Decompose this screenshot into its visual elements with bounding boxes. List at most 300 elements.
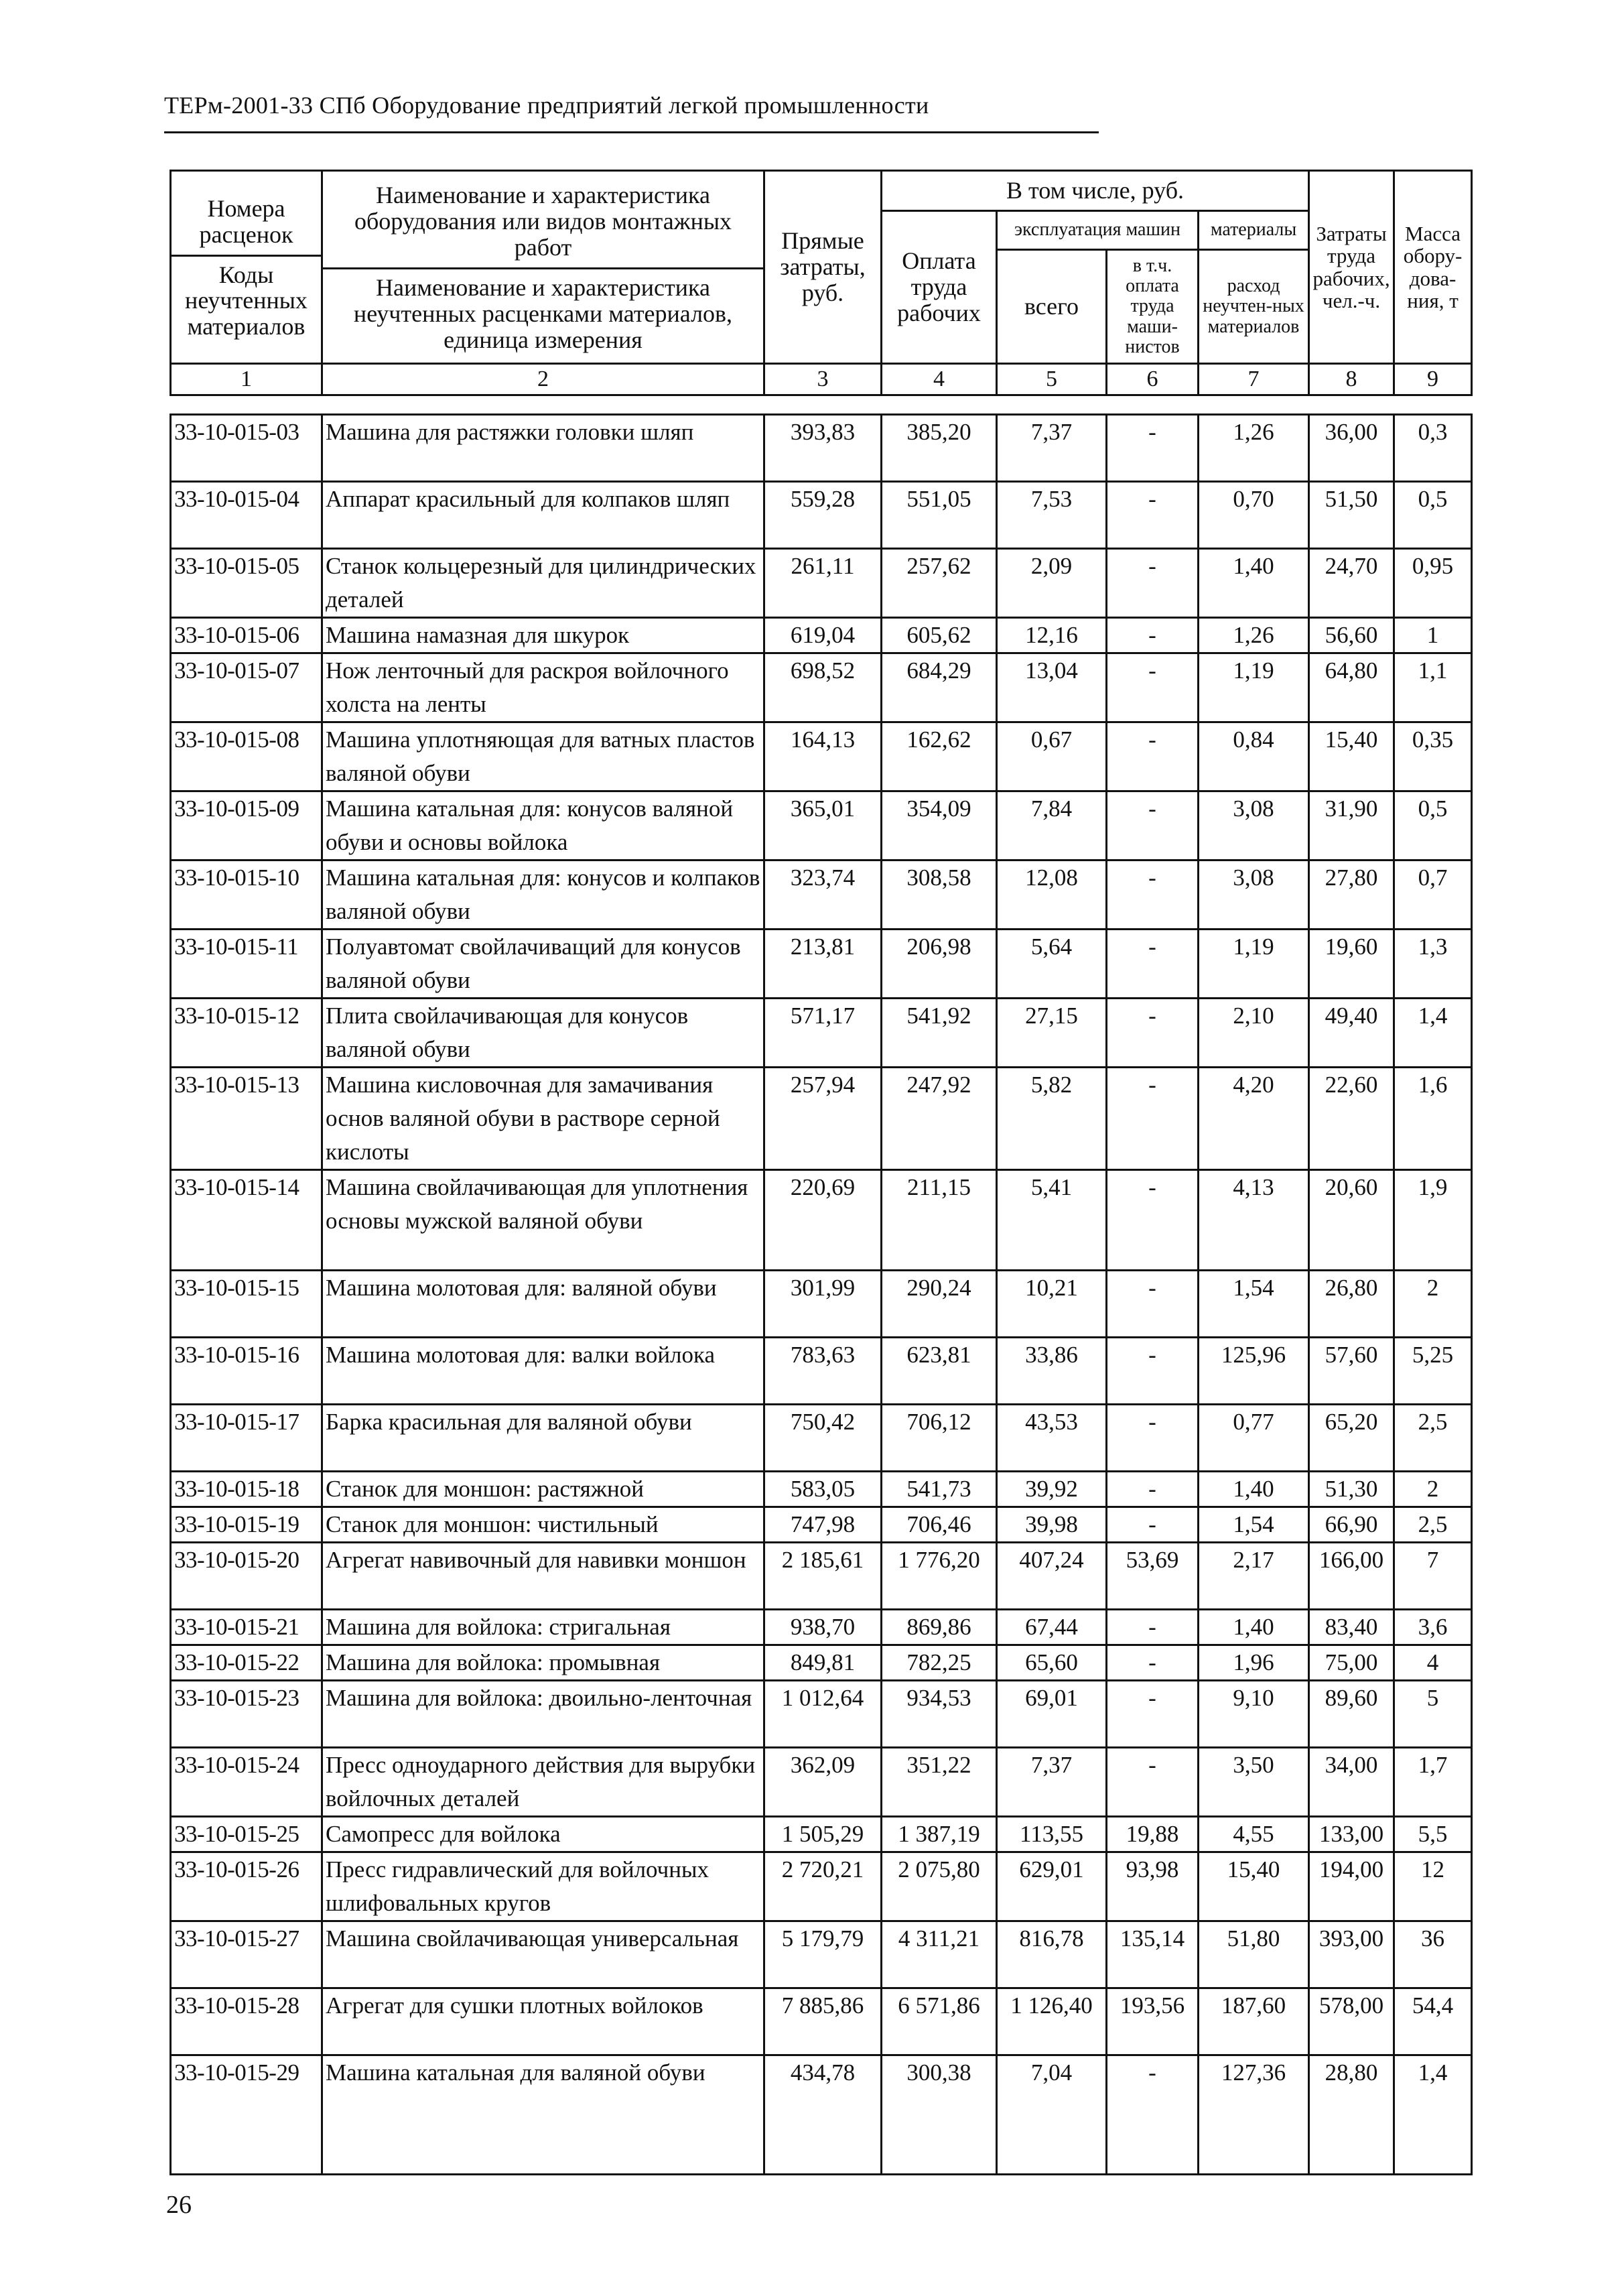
row-labor-cost: 706,12: [882, 1405, 997, 1472]
table-row: [171, 1921, 1472, 1988]
table-row: [171, 1610, 1472, 1645]
col2-bottom-label: Наименование и характеристика неучтенных расценками материалов, единица измерения: [353, 274, 733, 353]
table-row: [171, 1170, 1472, 1271]
row-machinist-cost: -: [1107, 2055, 1199, 2175]
row-code: 33-10-015-09: [171, 791, 322, 860]
materials-header: материалы: [1199, 211, 1309, 250]
row-machine-cost: 5,64: [997, 930, 1107, 999]
col-number: 8: [1309, 364, 1394, 395]
row-code: 33-10-015-20: [171, 1543, 322, 1610]
col7-header: расход неучтен-ных материалов: [1199, 250, 1309, 364]
row-machine-cost: 43,53: [997, 1405, 1107, 1472]
row-machinist-cost: -: [1107, 860, 1199, 930]
row-direct-cost: 1 012,64: [764, 1681, 882, 1748]
row-labor-cost: 351,22: [882, 1748, 997, 1817]
row-machinist-cost: 193,56: [1107, 1988, 1199, 2055]
row-machine-cost: 0,67: [997, 722, 1107, 791]
row-materials-cost: 2,10: [1199, 999, 1309, 1068]
header-rule: [164, 131, 1099, 133]
row-machine-cost: 39,92: [997, 1472, 1107, 1507]
table-row: [171, 653, 1472, 722]
row-machine-cost: 27,15: [997, 999, 1107, 1068]
row-machinist-cost: -: [1107, 549, 1199, 618]
row-machinist-cost: -: [1107, 1507, 1199, 1543]
row-equipment-mass: 0,7: [1394, 860, 1472, 930]
row-equipment-mass: 0,35: [1394, 722, 1472, 791]
row-name: Машина катальная для валяной обуви: [322, 2055, 764, 2175]
row-materials-cost: 127,36: [1199, 2055, 1309, 2175]
table-row: [171, 930, 1472, 999]
row-equipment-mass: 5: [1394, 1681, 1472, 1748]
table-row: [171, 2055, 1472, 2175]
row-labor-hours: 26,80: [1309, 1271, 1394, 1338]
rates-table: [170, 413, 1473, 2175]
row-code: 33-10-015-15: [171, 1271, 322, 1338]
row-code: 33-10-015-23: [171, 1681, 322, 1748]
row-direct-cost: 5 179,79: [764, 1921, 882, 1988]
row-code: 33-10-015-07: [171, 653, 322, 722]
row-labor-cost: 162,62: [882, 722, 997, 791]
row-machine-cost: 67,44: [997, 1610, 1107, 1645]
row-materials-cost: 1,26: [1199, 415, 1309, 482]
row-equipment-mass: 0,95: [1394, 549, 1472, 618]
row-machine-cost: 7,37: [997, 415, 1107, 482]
row-direct-cost: 7 885,86: [764, 1988, 882, 2055]
row-machine-cost: 7,84: [997, 791, 1107, 860]
col3-header: Прямые затраты, руб.: [764, 171, 882, 364]
row-machinist-cost: 19,88: [1107, 1817, 1199, 1852]
row-machine-cost: 33,86: [997, 1338, 1107, 1405]
row-equipment-mass: 1,9: [1394, 1170, 1472, 1271]
col1-top-label: Номера расценок: [172, 190, 321, 257]
row-code: 33-10-015-24: [171, 1748, 322, 1817]
row-labor-cost: 541,92: [882, 999, 997, 1068]
row-code: 33-10-015-22: [171, 1645, 322, 1681]
row-materials-cost: 9,10: [1199, 1681, 1309, 1748]
row-name: Машина молотовая для: валяной обуви: [322, 1271, 764, 1338]
row-materials-cost: 4,13: [1199, 1170, 1309, 1271]
row-equipment-mass: 0,3: [1394, 415, 1472, 482]
row-equipment-mass: 5,5: [1394, 1817, 1472, 1852]
row-equipment-mass: 2,5: [1394, 1507, 1472, 1543]
row-equipment-mass: 54,4: [1394, 1988, 1472, 2055]
row-name: Машина свойлачивающая универсальная: [322, 1921, 764, 1988]
row-labor-cost: 385,20: [882, 415, 997, 482]
row-name: Пресс гидравлический для войлочных шлифовальных кругов: [322, 1852, 764, 1921]
table-row: [171, 1681, 1472, 1748]
row-equipment-mass: 1,4: [1394, 2055, 1472, 2175]
row-name: Пресс одноударного действия для вырубки войлочных деталей: [322, 1748, 764, 1817]
row-materials-cost: 1,96: [1199, 1645, 1309, 1681]
col-number: 1: [171, 364, 322, 395]
row-machine-cost: 2,09: [997, 549, 1107, 618]
row-machine-cost: 629,01: [997, 1852, 1107, 1921]
row-code: 33-10-015-08: [171, 722, 322, 791]
row-materials-cost: 187,60: [1199, 1988, 1309, 2055]
row-labor-cost: 257,62: [882, 549, 997, 618]
row-machine-cost: 113,55: [997, 1817, 1107, 1852]
row-equipment-mass: 1: [1394, 618, 1472, 653]
row-materials-cost: 125,96: [1199, 1338, 1309, 1405]
row-labor-hours: 49,40: [1309, 999, 1394, 1068]
table-row: [171, 999, 1472, 1068]
row-code: 33-10-015-11: [171, 930, 322, 999]
row-code: 33-10-015-27: [171, 1921, 322, 1988]
row-equipment-mass: 3,6: [1394, 1610, 1472, 1645]
row-direct-cost: 434,78: [764, 2055, 882, 2175]
col9-header: Масса обору-дова-ния, т: [1394, 171, 1472, 364]
row-labor-hours: 15,40: [1309, 722, 1394, 791]
row-labor-hours: 65,20: [1309, 1405, 1394, 1472]
row-name: Барка красильная для валяной обуви: [322, 1405, 764, 1472]
row-code: 33-10-015-25: [171, 1817, 322, 1852]
row-labor-cost: 354,09: [882, 791, 997, 860]
row-labor-cost: 290,24: [882, 1271, 997, 1338]
row-labor-cost: 308,58: [882, 860, 997, 930]
row-machinist-cost: -: [1107, 482, 1199, 549]
row-machine-cost: 39,98: [997, 1507, 1107, 1543]
row-materials-cost: 1,19: [1199, 930, 1309, 999]
row-equipment-mass: 1,7: [1394, 1748, 1472, 1817]
row-equipment-mass: 1,4: [1394, 999, 1472, 1068]
row-direct-cost: 783,63: [764, 1338, 882, 1405]
row-name: Станок для моншон: растяжной: [322, 1472, 764, 1507]
row-name: Машина для войлока: промывная: [322, 1645, 764, 1681]
row-machinist-cost: 135,14: [1107, 1921, 1199, 1988]
row-machine-cost: 10,21: [997, 1271, 1107, 1338]
row-materials-cost: 3,08: [1199, 860, 1309, 930]
row-direct-cost: 849,81: [764, 1645, 882, 1681]
row-labor-hours: 83,40: [1309, 1610, 1394, 1645]
row-direct-cost: 571,17: [764, 999, 882, 1068]
row-direct-cost: 747,98: [764, 1507, 882, 1543]
row-machinist-cost: 93,98: [1107, 1852, 1199, 1921]
row-machinist-cost: -: [1107, 653, 1199, 722]
row-machine-cost: 407,24: [997, 1543, 1107, 1610]
row-labor-hours: 194,00: [1309, 1852, 1394, 1921]
row-materials-cost: 1,40: [1199, 1472, 1309, 1507]
row-machinist-cost: -: [1107, 1338, 1199, 1405]
row-labor-hours: 31,90: [1309, 791, 1394, 860]
col2-header: [322, 171, 764, 364]
row-name: Машина свойлачивающая для уплотнения основы мужской валяной обуви: [322, 1170, 764, 1271]
col-number: 4: [882, 364, 997, 395]
row-code: 33-10-015-16: [171, 1338, 322, 1405]
row-labor-hours: 19,60: [1309, 930, 1394, 999]
row-name: Станок для моншон: чистильный: [322, 1507, 764, 1543]
row-name: Машина для войлока: стригальная: [322, 1610, 764, 1645]
row-equipment-mass: 12: [1394, 1852, 1472, 1921]
row-equipment-mass: 1,1: [1394, 653, 1472, 722]
row-labor-cost: 1 387,19: [882, 1817, 997, 1852]
row-machine-cost: 5,82: [997, 1068, 1107, 1170]
row-code: 33-10-015-05: [171, 549, 322, 618]
row-name: Машина катальная для: конусов валяной обуви и основы войлока: [322, 791, 764, 860]
row-machine-cost: 12,16: [997, 618, 1107, 653]
row-direct-cost: 2 185,61: [764, 1543, 882, 1610]
row-name: Агрегат для сушки плотных войлоков: [322, 1988, 764, 2055]
row-equipment-mass: 4: [1394, 1645, 1472, 1681]
table-row: [171, 1543, 1472, 1610]
row-equipment-mass: 2: [1394, 1271, 1472, 1338]
row-labor-cost: 4 311,21: [882, 1921, 997, 1988]
table-row: [171, 791, 1472, 860]
col6-header: в т.ч. оплата труда маши-нистов: [1107, 250, 1199, 364]
table-row: [171, 1645, 1472, 1681]
row-code: 33-10-015-03: [171, 415, 322, 482]
row-labor-cost: 2 075,80: [882, 1852, 997, 1921]
group-header: В том числе, руб.: [882, 171, 1309, 211]
row-materials-cost: 2,17: [1199, 1543, 1309, 1610]
row-code: 33-10-015-12: [171, 999, 322, 1068]
row-direct-cost: 323,74: [764, 860, 882, 930]
row-machinist-cost: -: [1107, 1271, 1199, 1338]
row-direct-cost: 619,04: [764, 618, 882, 653]
row-direct-cost: 1 505,29: [764, 1817, 882, 1852]
row-labor-hours: 393,00: [1309, 1921, 1394, 1988]
row-labor-cost: 247,92: [882, 1068, 997, 1170]
row-code: 33-10-015-19: [171, 1507, 322, 1543]
row-labor-hours: 51,30: [1309, 1472, 1394, 1507]
row-labor-hours: 75,00: [1309, 1645, 1394, 1681]
row-materials-cost: 1,54: [1199, 1271, 1309, 1338]
row-materials-cost: 1,40: [1199, 1610, 1309, 1645]
row-name: Полуавтомат свойлачиващий для конусов валяной обуви: [322, 930, 764, 999]
row-labor-cost: 541,73: [882, 1472, 997, 1507]
table-header: [170, 170, 1473, 396]
row-equipment-mass: 0,5: [1394, 791, 1472, 860]
row-direct-cost: 559,28: [764, 482, 882, 549]
row-code: 33-10-015-04: [171, 482, 322, 549]
table-row: [171, 860, 1472, 930]
table-row: [171, 482, 1472, 549]
row-direct-cost: 257,94: [764, 1068, 882, 1170]
row-materials-cost: 0,70: [1199, 482, 1309, 549]
row-machine-cost: 12,08: [997, 860, 1107, 930]
row-direct-cost: 365,01: [764, 791, 882, 860]
row-labor-hours: 56,60: [1309, 618, 1394, 653]
table-row: [171, 1988, 1472, 2055]
table-row: [171, 618, 1472, 653]
row-name: Машина намазная для шкурок: [322, 618, 764, 653]
row-materials-cost: 1,19: [1199, 653, 1309, 722]
table-row: [171, 1852, 1472, 1921]
row-direct-cost: 750,42: [764, 1405, 882, 1472]
table-row: [171, 1271, 1472, 1338]
row-machinist-cost: -: [1107, 1068, 1199, 1170]
row-code: 33-10-015-26: [171, 1852, 322, 1921]
row-labor-cost: 206,98: [882, 930, 997, 999]
row-direct-cost: 164,13: [764, 722, 882, 791]
row-labor-hours: 64,80: [1309, 653, 1394, 722]
row-labor-hours: 57,60: [1309, 1338, 1394, 1405]
col2-top-label: Наименование и характеристика оборудования или видов монтажных работ: [323, 177, 763, 269]
row-name: Машина уплотняющая для ватных пластов валяной обуви: [322, 722, 764, 791]
row-machine-cost: 816,78: [997, 1921, 1107, 1988]
table-row: [171, 1507, 1472, 1543]
row-code: 33-10-015-10: [171, 860, 322, 930]
table-row: [171, 1405, 1472, 1472]
row-name: Станок кольцерезный для цилиндрических деталей: [322, 549, 764, 618]
col-number: 2: [322, 364, 764, 395]
row-name: Нож ленточный для раскроя войлочного холста на ленты: [322, 653, 764, 722]
row-code: 33-10-015-13: [171, 1068, 322, 1170]
row-name: Машина кисловочная для замачивания основ валяной обуви в растворе серной кислоты: [322, 1068, 764, 1170]
row-machinist-cost: -: [1107, 618, 1199, 653]
row-equipment-mass: 0,5: [1394, 482, 1472, 549]
page-number: 26: [166, 2191, 192, 2219]
machines-header: эксплуатация машин: [997, 211, 1199, 250]
row-machinist-cost: -: [1107, 930, 1199, 999]
row-machinist-cost: -: [1107, 415, 1199, 482]
row-labor-cost: 1 776,20: [882, 1543, 997, 1610]
row-machine-cost: 5,41: [997, 1170, 1107, 1271]
row-direct-cost: 213,81: [764, 930, 882, 999]
table-row: [171, 1338, 1472, 1405]
row-labor-hours: 34,00: [1309, 1748, 1394, 1817]
col8-header: Затраты труда рабочих, чел.-ч.: [1309, 171, 1394, 364]
row-direct-cost: 220,69: [764, 1170, 882, 1271]
col-number: 7: [1199, 364, 1309, 395]
col1-header: [171, 171, 322, 364]
row-materials-cost: 1,54: [1199, 1507, 1309, 1543]
row-machine-cost: 7,37: [997, 1748, 1107, 1817]
row-direct-cost: 938,70: [764, 1610, 882, 1645]
table-row: [171, 1068, 1472, 1170]
row-machinist-cost: -: [1107, 1645, 1199, 1681]
row-name: Машина молотовая для: валки войлока: [322, 1338, 764, 1405]
row-labor-hours: 24,70: [1309, 549, 1394, 618]
row-materials-cost: 4,20: [1199, 1068, 1309, 1170]
row-machinist-cost: -: [1107, 1610, 1199, 1645]
row-code: 33-10-015-18: [171, 1472, 322, 1507]
row-materials-cost: 4,55: [1199, 1817, 1309, 1852]
row-labor-hours: 89,60: [1309, 1681, 1394, 1748]
row-labor-hours: 20,60: [1309, 1170, 1394, 1271]
table-row: [171, 1817, 1472, 1852]
row-labor-hours: 28,80: [1309, 2055, 1394, 2175]
row-labor-cost: 300,38: [882, 2055, 997, 2175]
row-name: Машина для войлока: двоильно-ленточная: [322, 1681, 764, 1748]
row-direct-cost: 301,99: [764, 1271, 882, 1338]
row-equipment-mass: 1,3: [1394, 930, 1472, 999]
row-direct-cost: 261,11: [764, 549, 882, 618]
row-machine-cost: 1 126,40: [997, 1988, 1107, 2055]
row-labor-hours: 166,00: [1309, 1543, 1394, 1610]
row-labor-hours: 22,60: [1309, 1068, 1394, 1170]
row-materials-cost: 15,40: [1199, 1852, 1309, 1921]
row-machinist-cost: -: [1107, 791, 1199, 860]
row-equipment-mass: 5,25: [1394, 1338, 1472, 1405]
row-machinist-cost: -: [1107, 1748, 1199, 1817]
row-materials-cost: 1,40: [1199, 549, 1309, 618]
row-equipment-mass: 1,6: [1394, 1068, 1472, 1170]
row-direct-cost: 2 720,21: [764, 1852, 882, 1921]
col-number: 5: [997, 364, 1107, 395]
row-labor-hours: 578,00: [1309, 1988, 1394, 2055]
row-materials-cost: 3,50: [1199, 1748, 1309, 1817]
row-direct-cost: 393,83: [764, 415, 882, 482]
table-row: [171, 415, 1472, 482]
col-number: 9: [1394, 364, 1472, 395]
row-labor-cost: 706,46: [882, 1507, 997, 1543]
row-materials-cost: 51,80: [1199, 1921, 1309, 1988]
table-row: [171, 549, 1472, 618]
row-machine-cost: 13,04: [997, 653, 1107, 722]
row-name: Машина катальная для: конусов и колпаков валяной обуви: [322, 860, 764, 930]
row-labor-cost: 684,29: [882, 653, 997, 722]
row-machinist-cost: -: [1107, 1472, 1199, 1507]
row-machine-cost: 7,53: [997, 482, 1107, 549]
row-name: Аппарат красильный для колпаков шляп: [322, 482, 764, 549]
col1-bottom-label: Коды неучтенных материалов: [185, 261, 308, 340]
row-machine-cost: 65,60: [997, 1645, 1107, 1681]
row-name: Машина для растяжки головки шляп: [322, 415, 764, 482]
row-materials-cost: 0,77: [1199, 1405, 1309, 1472]
col-number: 6: [1107, 364, 1199, 395]
row-name: Самопресс для войлока: [322, 1817, 764, 1852]
row-labor-hours: 133,00: [1309, 1817, 1394, 1852]
col5-header: всего: [997, 250, 1107, 364]
row-machine-cost: 69,01: [997, 1681, 1107, 1748]
row-equipment-mass: 36: [1394, 1921, 1472, 1988]
col-number: 3: [764, 364, 882, 395]
row-labor-hours: 27,80: [1309, 860, 1394, 930]
row-code: 33-10-015-17: [171, 1405, 322, 1472]
row-materials-cost: 0,84: [1199, 722, 1309, 791]
row-direct-cost: 362,09: [764, 1748, 882, 1817]
row-machinist-cost: -: [1107, 722, 1199, 791]
row-code: 33-10-015-21: [171, 1610, 322, 1645]
table-row: [171, 1472, 1472, 1507]
row-equipment-mass: 7: [1394, 1543, 1472, 1610]
row-name: Агрегат навивочный для навивки моншон: [322, 1543, 764, 1610]
row-direct-cost: 583,05: [764, 1472, 882, 1507]
table-row: [171, 722, 1472, 791]
row-labor-cost: 605,62: [882, 618, 997, 653]
row-labor-cost: 869,86: [882, 1610, 997, 1645]
row-labor-cost: 211,15: [882, 1170, 997, 1271]
row-labor-cost: 551,05: [882, 482, 997, 549]
row-code: 33-10-015-06: [171, 618, 322, 653]
row-labor-cost: 623,81: [882, 1338, 997, 1405]
row-labor-hours: 66,90: [1309, 1507, 1394, 1543]
row-machinist-cost: -: [1107, 1170, 1199, 1271]
row-equipment-mass: 2: [1394, 1472, 1472, 1507]
row-machinist-cost: -: [1107, 1681, 1199, 1748]
table-row: [171, 1748, 1472, 1817]
row-code: 33-10-015-14: [171, 1170, 322, 1271]
col4-header: Оплата труда рабочих: [882, 211, 997, 364]
row-machinist-cost: -: [1107, 999, 1199, 1068]
row-labor-hours: 36,00: [1309, 415, 1394, 482]
row-labor-cost: 934,53: [882, 1681, 997, 1748]
row-equipment-mass: 2,5: [1394, 1405, 1472, 1472]
row-materials-cost: 1,26: [1199, 618, 1309, 653]
row-machinist-cost: -: [1107, 1405, 1199, 1472]
row-labor-cost: 6 571,86: [882, 1988, 997, 2055]
row-labor-cost: 782,25: [882, 1645, 997, 1681]
row-code: 33-10-015-28: [171, 1988, 322, 2055]
row-direct-cost: 698,52: [764, 653, 882, 722]
row-labor-hours: 51,50: [1309, 482, 1394, 549]
row-name: Плита свойлачивающая для конусов валяной обуви: [322, 999, 764, 1068]
row-machine-cost: 7,04: [997, 2055, 1107, 2175]
row-materials-cost: 3,08: [1199, 791, 1309, 860]
row-code: 33-10-015-29: [171, 2055, 322, 2175]
running-title: ТЕРм-2001-33 СПб Оборудование предприятий легкой промышленности: [164, 92, 929, 119]
row-machinist-cost: 53,69: [1107, 1543, 1199, 1610]
